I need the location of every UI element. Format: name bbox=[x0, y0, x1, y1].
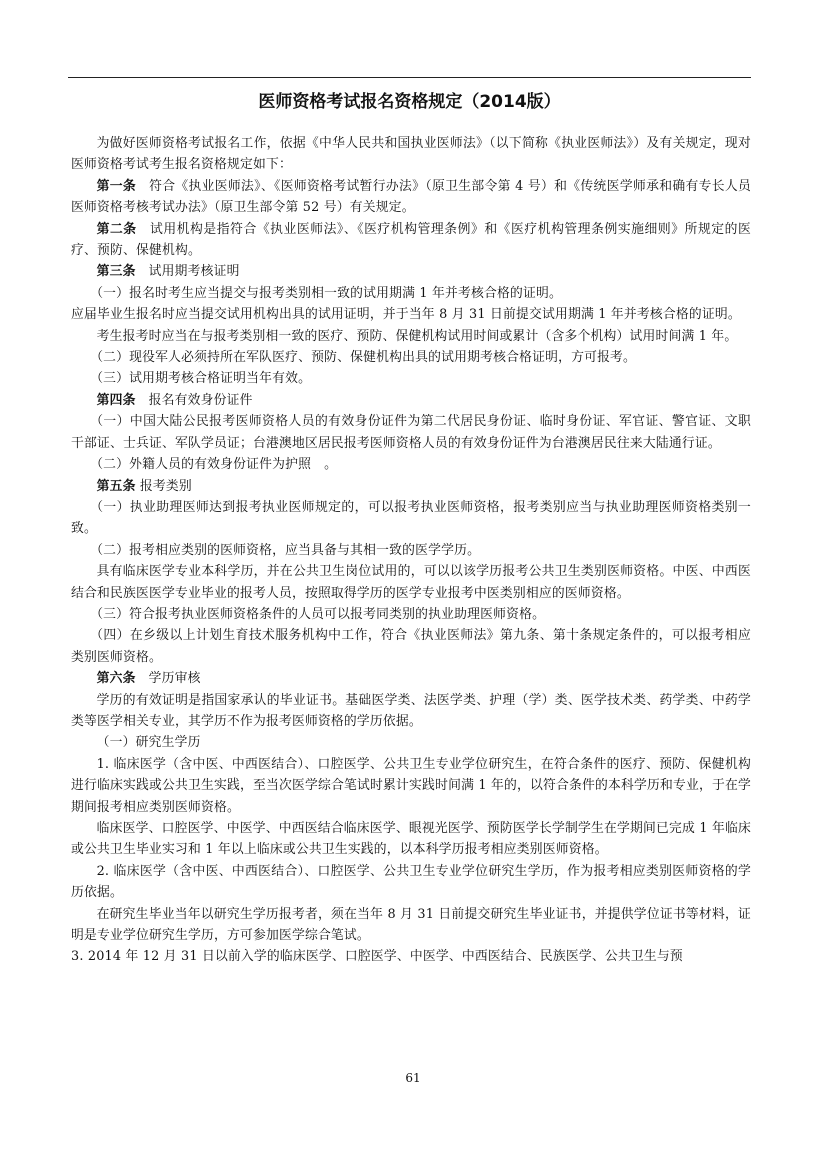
paragraph: 3. 2014 年 12 月 31 日以前入学的临床医学、口腔医学、中医学、中西医结合、民族医学、公共卫生与预 bbox=[71, 949, 683, 965]
article-paragraph bbox=[71, 668, 751, 689]
paragraph: 考生报考时应当在与报考类别相一致的医疗、预防、保健机构试用时间或累计（含多个机构）试用时间满 1 年。 bbox=[96, 328, 738, 344]
document-body bbox=[71, 133, 751, 968]
document-title: 医师资格考试报名资格规定（2014版） bbox=[258, 92, 561, 112]
paragraph: （三）试用期考核合格证明当年有效。 bbox=[90, 371, 312, 387]
paragraph: 为做好医师资格考试报名工作，依据《中华人民共和国执业医师法》（以下简称《执业医师法》）及有关规定，现对医师资格考试考生报名资格规定如下： bbox=[71, 136, 751, 173]
article-heading: 第一条 bbox=[96, 178, 136, 194]
paragraph: （三）符合报考执业医师资格条件的人员可以报考同类别的执业助理医师资格。 bbox=[90, 606, 546, 622]
article-heading: 第五条 bbox=[96, 478, 136, 494]
paragraph: 学历的有效证明是指国家承认的毕业证书。基础医学类、法医学类、护理（学）类、医学技术类、药学类、中药学类等医学相关专业，其学历不作为报考医师资格的学历依据。 bbox=[71, 692, 751, 729]
article-heading: 第二条 bbox=[96, 221, 137, 237]
article-text: 学历审核 bbox=[135, 671, 201, 687]
paragraph: （一）研究生学历 bbox=[96, 735, 201, 751]
article-paragraph bbox=[71, 219, 751, 262]
paragraph: （二）报考相应类别的医师资格，应当具备与其相一致的医学学历。 bbox=[90, 542, 481, 558]
article-text: 符合《执业医师法》、《医师资格考试暂行办法》（原卫生部令第 4 号）和《传统医学师承和确有专长人员医师资格考核考试办法》（原卫生部令第 52 号）有关规定。 bbox=[71, 178, 752, 216]
paragraph: （一）执业助理医师达到报考执业医师规定的，可以报考执业医师资格，报考类别应当与执业助理医师资格类别一致。 bbox=[71, 499, 751, 537]
paragraph: 应届毕业生报名时应当提交试用机构出具的试用证明，并于当年 8 月 31 日前提交试用期满 1 年并考核合格的证明。 bbox=[71, 307, 741, 323]
paragraph: 2. 临床医学（含中医、中西医结合）、口腔医学、公共卫生专业学位研究生学历，作为报考相应类别医师资格的学历依据。 bbox=[71, 863, 751, 901]
paragraph: （一）报名时考生应当提交与报考类别相一致的试用期满 1 年并考核合格的证明。 bbox=[90, 285, 562, 301]
paragraph: 临床医学、口腔医学、中医学、中西医结合临床医学、眼视光医学、预防医学长学制学生在学期间已完成 1 年临床或公共卫生毕业实习和 1 年以上临床或公共卫生实践的，以本科学历报考相应类别医师资格。 bbox=[71, 821, 751, 858]
article-paragraph bbox=[71, 176, 751, 219]
article-text: 试用机构是指符合《执业医师法》、《医疗机构管理条例》和《医疗机构管理条例实施细则》所规定的医疗、预防、保健机构。 bbox=[71, 221, 751, 259]
page-number: 61 bbox=[405, 1071, 421, 1085]
paragraph: （一）中国大陆公民报考医师资格人员的有效身份证件为第二代居民身份证、临时身份证、军官证、警官证、文职干部证、士兵证、军队学员证；台港澳地区居民报考医师资格人员的有效身份证件为台港澳居民往来大陆通行证。 bbox=[71, 414, 751, 451]
paragraph: （二）外籍人员的有效身份证件为护照 。 bbox=[90, 457, 338, 473]
article-text: 报名有效身份证件 bbox=[135, 392, 253, 408]
article-heading: 第四条 bbox=[96, 392, 136, 408]
paragraph: 1. 临床医学（含中医、中西医结合）、口腔医学、公共卫生专业学位研究生，在符合条件的医疗、预防、保健机构进行临床实践或公共卫生实践，至当次医学综合笔试时累计实践时间满 1 年的，以符合条件的本科学历和专业，于在学期间报考相应类别医师资格。 bbox=[71, 756, 751, 815]
header-rule bbox=[68, 77, 751, 78]
article-paragraph bbox=[71, 261, 751, 282]
paragraph: 具有临床医学专业本科学历，并在公共卫生岗位试用的，可以以该学历报考公共卫生类别医师资格。中医、中西医结合和民族医医学专业毕业的报考人员，按照取得学历的医学专业报考中医类别相应的医师资格。 bbox=[71, 564, 751, 601]
article-paragraph bbox=[71, 476, 751, 497]
article-heading: 第三条 bbox=[96, 264, 136, 280]
paragraph: （四）在乡级以上计划生育技术服务机构中工作，符合《执业医师法》第九条、第十条规定条件的，可以报考相应类别医师资格。 bbox=[71, 628, 751, 665]
paragraph: （二）现役军人必须持所在军队医疗、预防、保健机构出具的试用期考核合格证明，方可报考。 bbox=[90, 350, 637, 366]
article-paragraph bbox=[71, 390, 751, 411]
article-text: 试用期考核证明 bbox=[135, 264, 240, 280]
article-heading: 第六条 bbox=[96, 671, 136, 687]
paragraph: 在研究生毕业当年以研究生学历报考者，须在当年 8 月 31 日前提交研究生毕业证书，并提供学位证书等材料，证明是专业学位研究生学历，方可参加医学综合笔试。 bbox=[71, 906, 751, 944]
article-text: 报考类别 bbox=[135, 478, 192, 494]
